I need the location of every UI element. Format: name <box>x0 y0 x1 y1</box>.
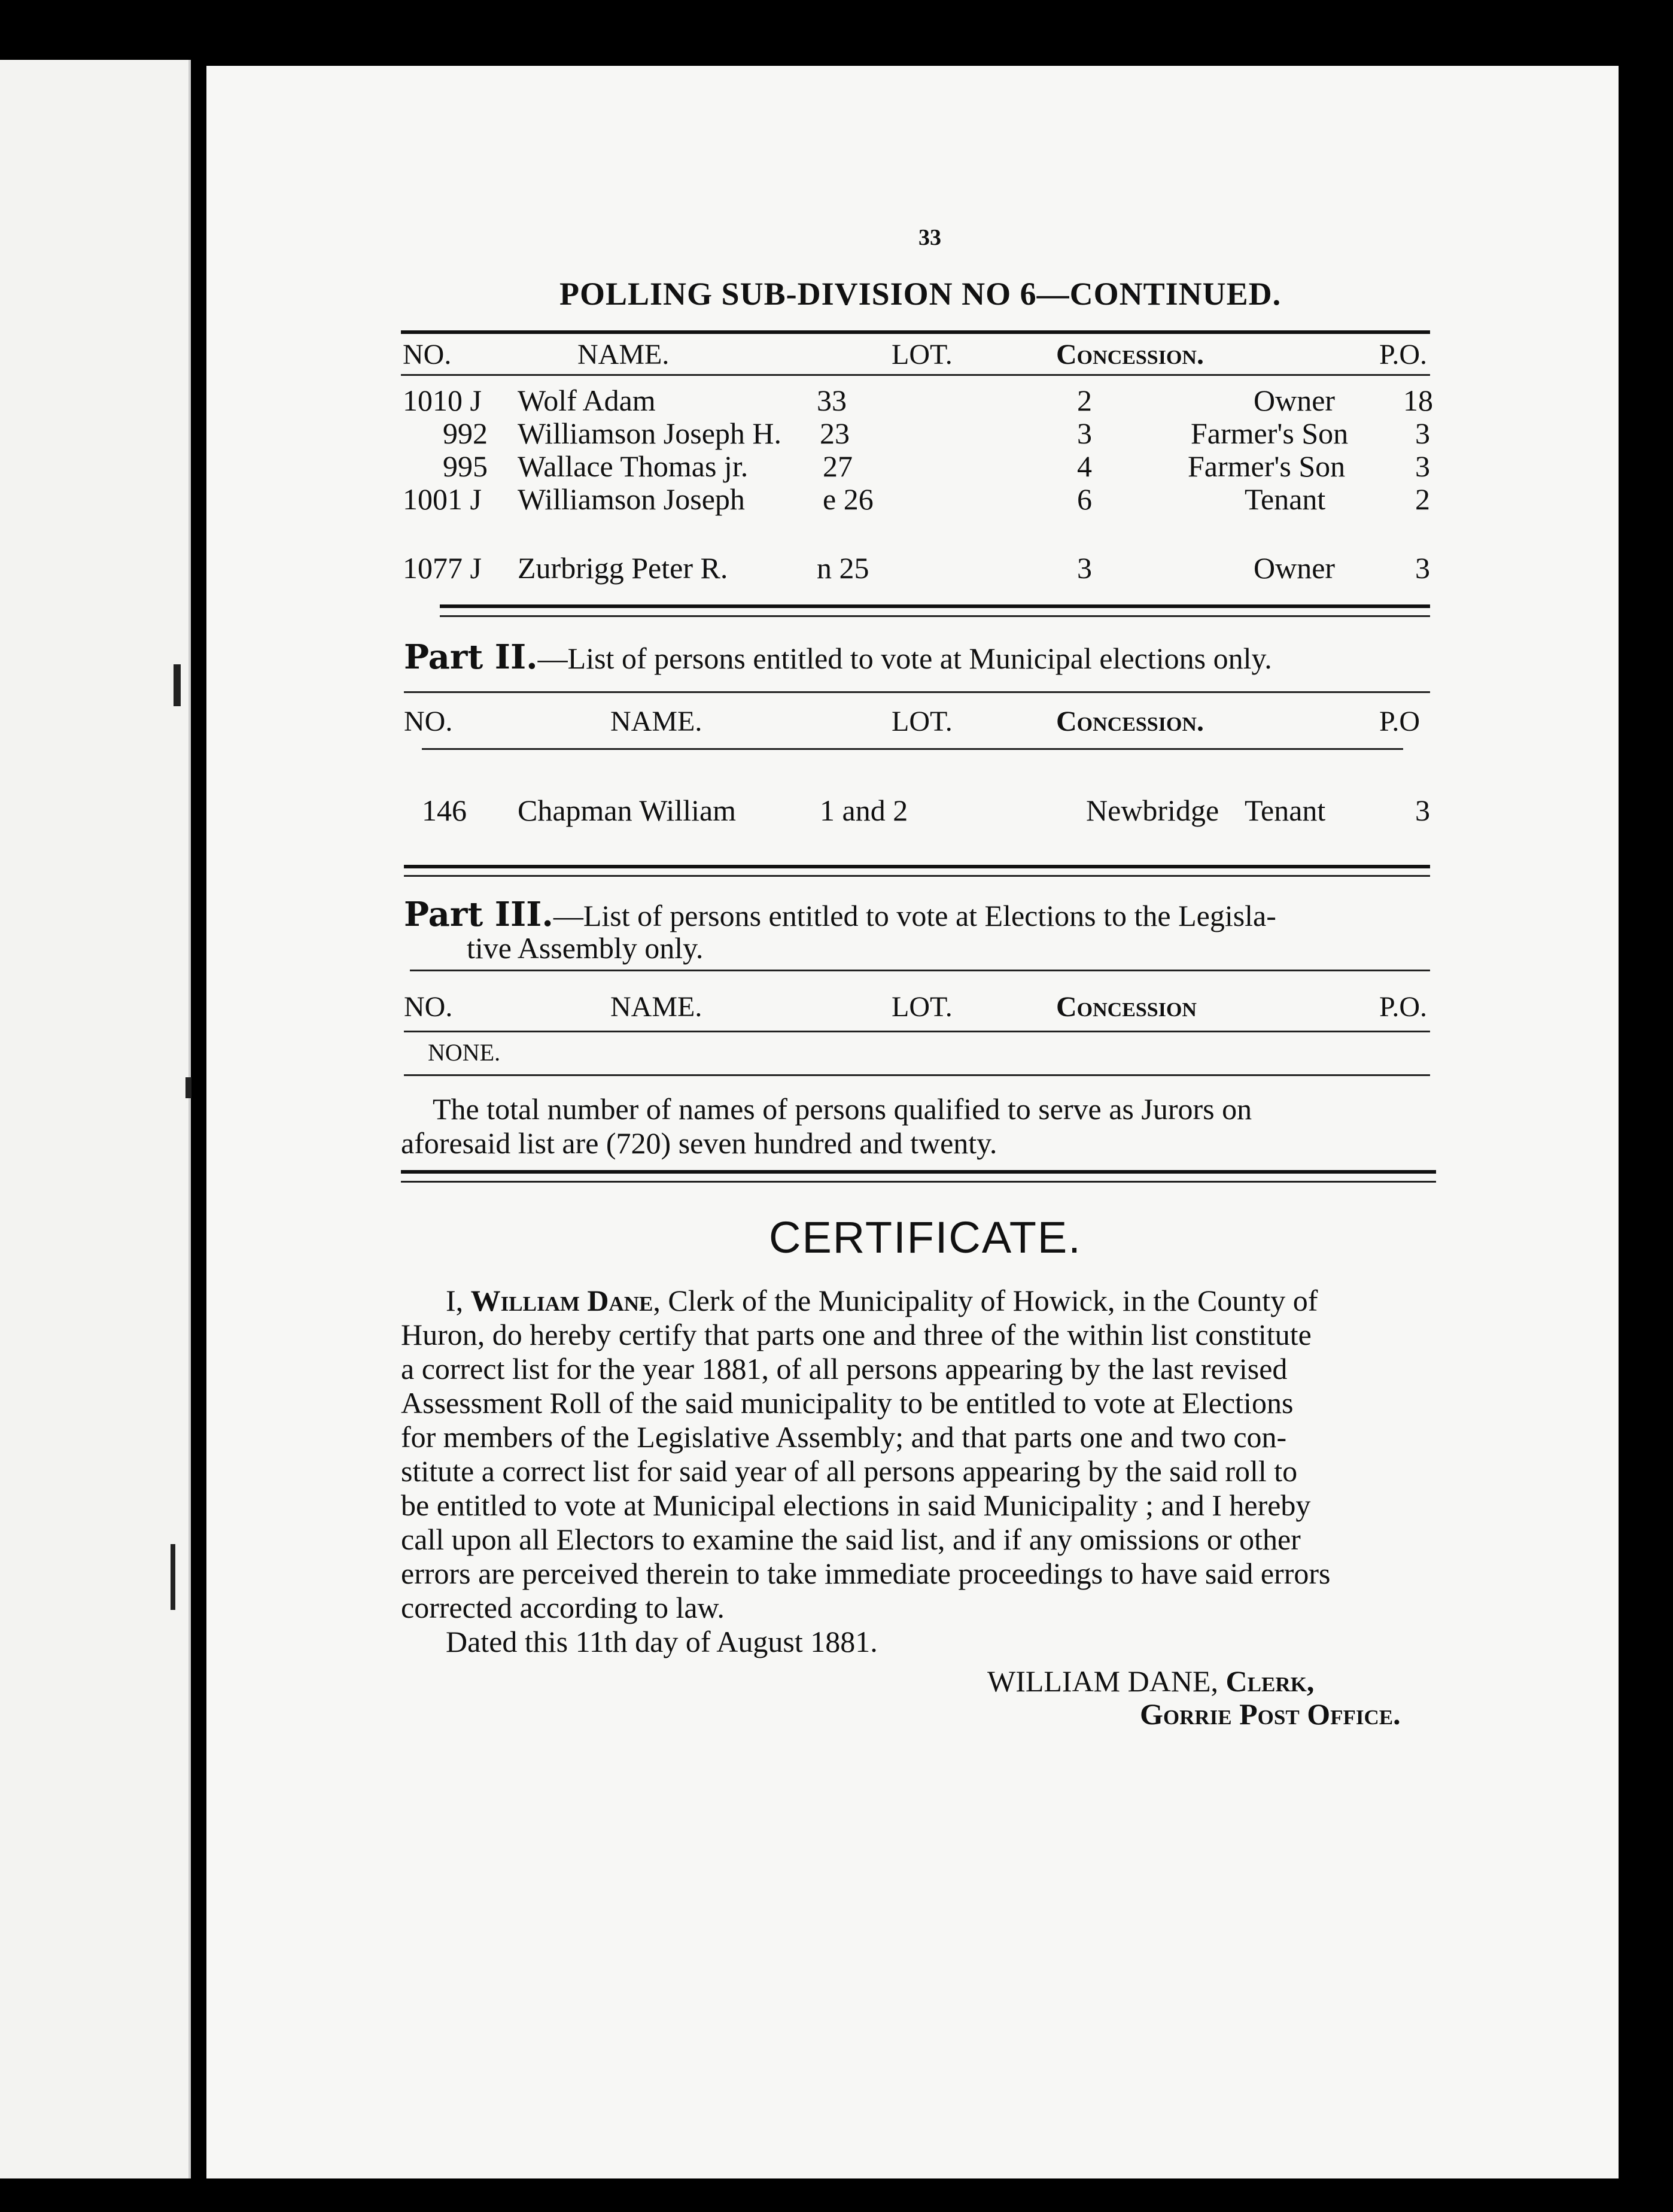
margin-mark <box>185 1077 191 1098</box>
double-rule <box>404 875 1430 877</box>
row-status: Owner <box>1254 384 1336 417</box>
col-header-no: NO. <box>404 991 453 1023</box>
certificate-line: stitute a correct list for said year of all persons appearing by the said roll to <box>401 1454 1298 1488</box>
certificate-line <box>401 1284 1439 1318</box>
certificate-body <box>401 1284 1439 1659</box>
certificate-line: corrected according to law. <box>401 1591 725 1624</box>
row-name: Williamson Joseph <box>518 482 745 516</box>
row-no: 1077 J <box>403 551 482 585</box>
col-header-lot: LOT. <box>892 991 953 1023</box>
jurors-line2: aforesaid list are (720) seven hundred and twenty. <box>401 1126 997 1160</box>
page-number: 33 <box>918 225 941 250</box>
double-rule <box>401 1170 1436 1174</box>
row-lot: 27 <box>823 449 853 483</box>
col-header-name: NAME. <box>610 991 702 1023</box>
part3-title-line2: tive Assembly only. <box>467 931 704 965</box>
part3-none: NONE. <box>428 1039 501 1066</box>
part3-title <box>404 895 1276 934</box>
signature-role: Clerk, <box>1225 1664 1315 1698</box>
row-status: Tenant <box>1245 794 1326 827</box>
row-concession: 3 <box>1077 551 1092 585</box>
header-rule <box>401 374 1430 376</box>
row-lot: 23 <box>820 417 850 450</box>
row-no: 1010 J <box>403 384 482 417</box>
col-header-name: NAME. <box>610 706 702 737</box>
part3-top-rule <box>410 970 1430 971</box>
post-office: Gorrie Post Office. <box>1140 1697 1401 1731</box>
row-concession: 3 <box>1077 417 1092 450</box>
part2-label: Part II. <box>404 637 538 677</box>
part2-top-rule <box>404 691 1430 693</box>
post-office-line <box>1140 1697 1401 1731</box>
row-concession: Newbridge <box>1086 794 1219 827</box>
row-po: 3 <box>1415 551 1430 585</box>
certificate-line: be entitled to vote at Municipal elections in said Municipality ; and I hereby <box>401 1488 1311 1522</box>
certificate-lead-in: I, <box>446 1284 471 1317</box>
row-status: Farmer's Son <box>1188 449 1346 483</box>
row-name: Zurbrigg Peter R. <box>518 551 728 585</box>
row-name: Chapman William <box>518 794 737 827</box>
certificate-line: Assessment Roll of the said municipality to be entitled to vote at Elections <box>401 1386 1294 1420</box>
jurors-line1: The total number of names of persons qualified to serve as Jurors on <box>433 1092 1252 1126</box>
row-no: 995 <box>443 449 488 483</box>
col-header-po: P.O <box>1379 706 1420 737</box>
col-header-no: NO. <box>404 706 453 737</box>
signature-line <box>987 1664 1314 1698</box>
header-rule <box>404 1031 1430 1032</box>
double-rule <box>440 604 1430 608</box>
certificate-title: CERTIFICATE. <box>769 1213 1082 1262</box>
col-header-concession: Concession <box>1056 991 1197 1023</box>
row-no: 992 <box>443 417 488 450</box>
table-top-rule <box>401 330 1430 334</box>
certificate-line: Huron, do hereby certify that parts one and three of the within list constitute <box>401 1318 1312 1351</box>
dated-line: Dated this 11th day of August 1881. <box>446 1625 878 1658</box>
section-heading: POLLING SUB-DIVISION NO 6—CONTINUED. <box>559 276 1282 312</box>
certificate-line: call upon all Electors to examine the said list, and if any omissions or other <box>401 1523 1301 1556</box>
part2-title <box>404 637 1272 677</box>
row-status: Tenant <box>1245 482 1326 516</box>
row-lot: n 25 <box>817 551 869 585</box>
col-header-po: P.O. <box>1379 991 1428 1023</box>
margin-mark <box>174 664 181 706</box>
part2-text: —List of persons entitled to vote at Municipal elections only. <box>537 642 1272 675</box>
certificate-line: a correct list for the year 1881, of all persons appearing by the last revised <box>401 1352 1288 1385</box>
double-rule <box>404 865 1430 868</box>
document-page <box>206 66 1619 2178</box>
row-po: 3 <box>1415 417 1430 450</box>
col-header-name: NAME. <box>577 339 670 370</box>
certificate-line: for members of the Legislative Assembly; and that parts one and two con- <box>401 1420 1287 1454</box>
double-rule <box>440 615 1430 617</box>
row-lot: 1 and 2 <box>820 794 908 827</box>
certificate-line1-rest: , Clerk of the Municipality of Howick, in the County of <box>653 1284 1318 1317</box>
header-rule <box>422 748 1403 750</box>
row-name: Wolf Adam <box>518 384 656 417</box>
row-name: Williamson Joseph H. <box>518 417 782 450</box>
double-rule <box>401 1181 1436 1183</box>
row-po: 18 <box>1403 384 1433 417</box>
col-header-concession: Concession. <box>1056 339 1204 370</box>
row-lot: e 26 <box>823 482 874 516</box>
col-header-no: NO. <box>403 339 452 370</box>
left-page <box>0 60 191 2178</box>
row-lot: 33 <box>817 384 847 417</box>
row-concession: 2 <box>1077 384 1092 417</box>
row-concession: 4 <box>1077 449 1092 483</box>
row-po: 3 <box>1415 794 1430 827</box>
row-status: Farmer's Son <box>1191 417 1349 450</box>
signature-name: WILLIAM DANE, <box>987 1664 1219 1698</box>
margin-mark <box>171 1544 175 1610</box>
certificate-line: errors are perceived therein to take immediate proceedings to have said errors <box>401 1557 1331 1590</box>
row-no: 146 <box>422 794 467 827</box>
col-header-lot: LOT. <box>892 339 953 370</box>
col-header-lot: LOT. <box>892 706 953 737</box>
row-no: 1001 J <box>403 482 482 516</box>
part3-text: —List of persons entitled to vote at Elections to the Legisla- <box>553 899 1276 932</box>
row-po: 3 <box>1415 449 1430 483</box>
row-po: 2 <box>1415 482 1430 516</box>
clerk-name: William Dane <box>470 1284 653 1317</box>
row-status: Owner <box>1254 551 1336 585</box>
part3-label: Part III. <box>404 895 553 934</box>
row-concession: 6 <box>1077 482 1092 516</box>
col-header-po: P.O. <box>1379 339 1428 370</box>
part3-bottom-rule <box>404 1074 1430 1076</box>
row-name: Wallace Thomas jr. <box>518 449 749 483</box>
col-header-concession: Concession. <box>1056 706 1204 737</box>
